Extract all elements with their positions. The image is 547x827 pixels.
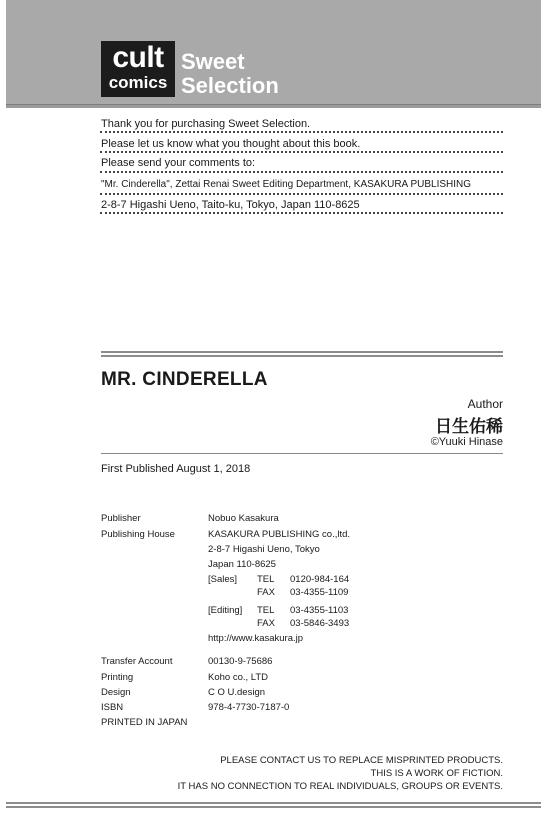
brand-line-2: Selection (181, 73, 279, 98)
author-copyright: ©Yuuki Hinase (430, 436, 503, 448)
dotted-rule (100, 131, 503, 133)
address-line-1: 2-8-7 Higashi Ueno, Tokyo (208, 544, 320, 555)
notice-line-1: PLEASE CONTACT US TO REPLACE MISPRINTED PRODUCTS. (220, 755, 503, 766)
logo-comics-text: comics (108, 73, 168, 92)
sales-tel-label: TEL (257, 574, 275, 585)
logo-cult-text: cult (112, 41, 164, 74)
sweet-selection-brand (181, 50, 279, 98)
thanks-line-2: Please let us know what you thought about this book. (101, 138, 361, 150)
editing-tel-label: TEL (257, 605, 275, 616)
design-value: C O U.design (208, 687, 266, 698)
sales-tel: 0120-984-164 (290, 574, 350, 585)
publisher-value: Nobuo Kasakura (208, 513, 279, 524)
notice-line-3: IT HAS NO CONNECTION TO REAL INDIVIDUALS, GROUPS OR EVENTS. (177, 781, 503, 792)
dotted-rule (100, 151, 503, 153)
sales-fax-label: FAX (257, 587, 275, 598)
printed-in-japan: PRINTED IN JAPAN (101, 717, 188, 728)
editing-label: [Editing] (208, 605, 243, 616)
dotted-rule (100, 171, 503, 173)
dotted-rule (100, 212, 503, 214)
sales-fax: 03-4355-1109 (290, 587, 349, 598)
first-published: First Published August 1, 2018 (101, 463, 251, 475)
header-rule (6, 104, 541, 108)
sales-label: [Sales] (208, 574, 238, 585)
brand-line-1: Sweet (181, 49, 245, 74)
editing-fax: 03-5846-3493 (290, 618, 350, 629)
isbn-label: ISBN (101, 702, 124, 713)
thanks-line-1: Thank you for purchasing Sweet Selection. (101, 118, 311, 130)
author-name-jp: 日生佑稀 (435, 417, 503, 437)
address-line-2: Japan 110-8625 (208, 559, 276, 570)
cult-comics-logo (101, 41, 175, 97)
section-separator (101, 453, 503, 454)
author-label: Author (467, 397, 503, 411)
editing-fax-label: FAX (257, 618, 275, 629)
house-label: Publishing House (101, 529, 175, 540)
notice-line-2: THIS IS A WORK OF FICTION. (370, 768, 503, 779)
isbn-value: 978-4-7730-7187-0 (208, 702, 290, 713)
transfer-label: Transfer Account (101, 656, 173, 667)
thanks-line-4: "Mr. Cinderella", Zettai Renai Sweet Editing Department, KASAKURA PUBLISHING (101, 179, 472, 190)
thanks-line-3: Please send your comments to: (101, 157, 256, 169)
publisher-label: Publisher (101, 513, 141, 524)
website-link[interactable]: http://www.kasakura.jp (208, 633, 304, 644)
house-value: KASAKURA PUBLISHING co.,ltd. (208, 529, 351, 540)
thanks-line-5: 2-8-7 Higashi Ueno, Taito-ku, Tokyo, Japan 110-8625 (101, 199, 360, 211)
printing-value: Koho co., LTD (208, 672, 269, 683)
footer-rule (6, 802, 541, 808)
editing-tel: 03-4355-1103 (290, 605, 349, 616)
book-title: MR. CINDERELLA (101, 369, 268, 390)
title-rule (101, 351, 503, 357)
printing-label: Printing (101, 672, 134, 683)
design-label: Design (101, 687, 131, 698)
transfer-value: 00130-9-75686 (208, 656, 273, 667)
dotted-rule (100, 193, 503, 195)
